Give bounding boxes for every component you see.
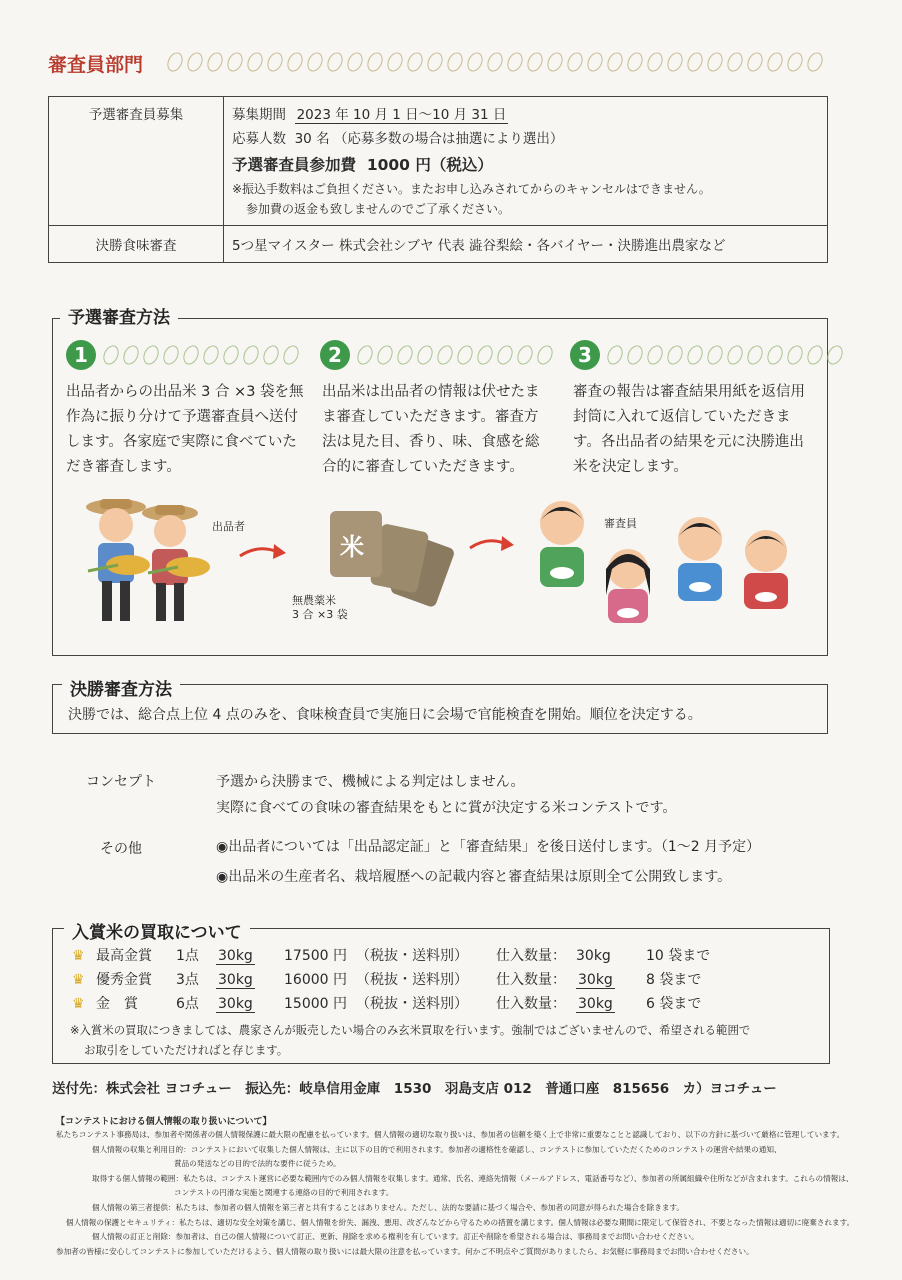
concept-line-2: 実際に食べての食味の審査結果をもとに賞が決定する米コンテストです。 (216, 800, 677, 816)
step-2-header (320, 340, 552, 370)
arrow-icon (468, 532, 516, 556)
privacy-line: 個人情報の訂正と削除：参加者は、自己の個人情報について訂正、更新、削除を求める権利を有しています。訂正や削除を希望される場合は、事務局までお問い合わせください。 (92, 1232, 699, 1242)
arrow-icon (238, 540, 288, 564)
exhibitor-label: 出品者 (212, 520, 245, 533)
purchase-row (72, 944, 710, 968)
award-count: 6点 (176, 996, 199, 1012)
purchase-note-line-1: ※入賞米の買取につきましては、農家さんが販売したい場合のみ玄米買取を行います。強制ではございませんので、希望される範囲で (70, 1023, 751, 1037)
award-price: 16000 円 (284, 972, 347, 988)
award-name: 金 賞 (96, 996, 138, 1012)
qty-bags: 10 袋まで (646, 948, 711, 964)
award-price: 15000 円 (284, 996, 347, 1012)
award-weight: 30kg (218, 972, 253, 988)
crown-icon: ♛ (72, 972, 85, 988)
step-3-text: 審査の報告は審査結果用紙を返信用封筒に入れて返信していただきます。各出品者の結果を元に決勝進出米を決定します。 (573, 384, 805, 475)
qty-weight: 30kg (578, 996, 613, 1012)
privacy-line: 個人情報の収集と利用目的：コンテストにおいて収集した個人情報は、主に以下の目的で利用されます。参加者の適格性を確認し、コンテストに参加していただくためのコンテストの運営や結果の通知、 (92, 1144, 782, 1154)
judges-illustration (530, 495, 800, 630)
purchase-row (72, 968, 710, 992)
privacy-line: 私たちコンテスト事務局は、参加者や関係者の個人情報保護に最大限の配慮を払っています。個人情報の適切な取り扱いは、参加者の信頼を築く上で非常に重要なことと認識しており、以下の方針に基づいて厳格に管理しています。 (56, 1130, 845, 1139)
privacy-text (56, 1128, 855, 1259)
qty-bags: 6 袋まで (646, 996, 702, 1012)
purchase-table (72, 944, 710, 1016)
award-tax: （税抜・送料別） (356, 972, 468, 988)
award-name: 最高金賞 (96, 948, 152, 964)
step-2-text: 出品米は出品者の情報は伏せたまま審査していただきます。審査方法は見た目、香り、味、食感を総合的に審査していただきます。 (322, 384, 540, 475)
prelim-method-title: 予選審査方法 (60, 303, 178, 328)
fee-label: 予選審査員参加費 (232, 156, 357, 174)
rice-bags-illustration (322, 505, 454, 620)
preliminary-details (224, 97, 828, 226)
period-value: 2023 年 10 月 1 日〜10 月 31 日 (296, 107, 507, 123)
other-line-2: ◉出品米の生産者名、栽培履歴への記載内容と審査結果は原則全て公開致します。 (216, 869, 732, 885)
purchase-note-line-2: お取引をしていただければと存じます。 (84, 1043, 289, 1057)
privacy-line: 個人情報の第三者提供：私たちは、参加者の個人情報を第三者と共有することはありません。ただし、法的な要請に基づく場合や、参加者の同意が得られた場合を除きます。 (92, 1202, 684, 1212)
payment-info: 送付先：株式会社 ヨコチュー 振込先：岐阜信用金庫 1530 羽島支店 012 普通口座 815656 カ）ヨコチュー (52, 1081, 777, 1097)
privacy-line: 個人情報の保護とセキュリティ：私たちは、適切な安全対策を講じ、個人情報を紛失、漏洩、悪用、改ざんなどから守るための措置を講じます。個人情報は必要な期間に限定して保管され、不要となった情報は適切に廃棄されます。 (66, 1217, 855, 1227)
rice-bag-char: 米 (340, 533, 364, 561)
step-number: 2 (320, 340, 350, 370)
concept-line-1: 予選から決勝まで、機械による判定はしません。 (216, 774, 525, 790)
privacy-line: 参加者の皆様に安心してコンテストに参加していただけるよう、個人情報の取り扱いには最大限の注意を払っています。何かご不明点やご質問がありましたら、お気軽に事務局までお問い合わせください。 (56, 1246, 754, 1256)
award-count: 3点 (176, 972, 199, 988)
period-label: 募集期間 (232, 107, 286, 123)
award-price: 17500 円 (284, 948, 347, 964)
fee-value: 1000 円（税込） (366, 156, 493, 174)
decorative-ovals (168, 52, 822, 72)
award-tax: （税抜・送料別） (356, 948, 468, 964)
fee-note: ※振込手数料はご負担ください。またお申し込みされてからのキャンセルはできません。 (232, 182, 711, 196)
purchase-title: 入賞米の買取について (64, 918, 250, 943)
final-method-text: 決勝では、総合点上位 4 点のみを、食味検査員で実施日に会場で官能検査を開始。順位を決定する。 (68, 707, 702, 723)
farmers-illustration (78, 495, 213, 630)
purchase-row (72, 992, 710, 1016)
qty-label: 仕入数量： (496, 948, 566, 964)
crown-icon: ♛ (72, 948, 85, 964)
section-title: 審査員部門 (48, 54, 144, 76)
final-label: 決勝食味審査 (49, 226, 224, 263)
privacy-line: コンテストの円滑な実施と関連する連絡の目的で利用されます。 (174, 1188, 394, 1198)
preliminary-label: 予選審査員募集 (49, 97, 224, 226)
award-tax: （税抜・送料別） (356, 996, 468, 1012)
final-method-title: 決勝審査方法 (62, 675, 180, 700)
rice-count-label: 3 合 ×3 袋 (292, 608, 348, 621)
step-1-text: 出品者からの出品米 3 合 ×3 袋を無作為に振り分けて予選審査員へ送付します。各家庭で実際に食べていただき審査します。 (66, 384, 304, 475)
fee-note-2: 参加費の返金も致しませんのでご了承ください。 (246, 202, 511, 216)
privacy-title: 【コンテストにおける個人情報の取り扱いについて】 (56, 1117, 272, 1127)
qty-label: 仕入数量： (496, 996, 566, 1012)
final-judges: 5つ星マイスター 株式会社シブヤ 代表 澁谷梨絵・各バイヤー・決勝進出農家など (224, 226, 828, 263)
other-text (216, 832, 760, 892)
award-name: 優秀金賞 (96, 972, 152, 988)
award-weight: 30kg (218, 948, 253, 964)
count-label: 応募人数 (232, 131, 286, 147)
privacy-line: 賞品の発送などの目的で法的な要件に従うため。 (174, 1159, 341, 1169)
award-count: 1点 (176, 948, 199, 964)
qty-weight: 30kg (576, 948, 611, 964)
crown-icon: ♛ (72, 996, 85, 1012)
qty-weight: 30kg (578, 972, 613, 988)
judges-label: 審査員 (604, 517, 637, 530)
other-label: その他 (100, 841, 142, 857)
qty-label: 仕入数量： (496, 972, 566, 988)
award-weight: 30kg (218, 996, 253, 1012)
rice-label: 無農薬米 (292, 594, 336, 607)
purchase-note (70, 1020, 750, 1060)
step-number: 1 (66, 340, 96, 370)
other-line-1: ◉出品者については「出品認定証」と「審査結果」を後日送付します。（1〜2 月予定） (216, 839, 761, 855)
privacy-line: 取得する個人情報の範囲：私たちは、コンテスト運営に必要な範囲内でのみ個人情報を収集します。通常、氏名、連絡先情報（メールアドレス、電話番号など）、参加者の所属組織や住所などが含まれます。これらの情報は、 (92, 1173, 854, 1183)
step-3-header (570, 340, 842, 370)
step-number: 3 (570, 340, 600, 370)
count-value: 30 名 （応募多数の場合は抽選により選出） (294, 131, 564, 147)
step-1-header (66, 340, 298, 370)
qty-bags: 8 袋まで (646, 972, 702, 988)
concept-text (216, 769, 676, 821)
concept-label: コンセプト (86, 774, 156, 790)
registration-table (48, 96, 828, 263)
